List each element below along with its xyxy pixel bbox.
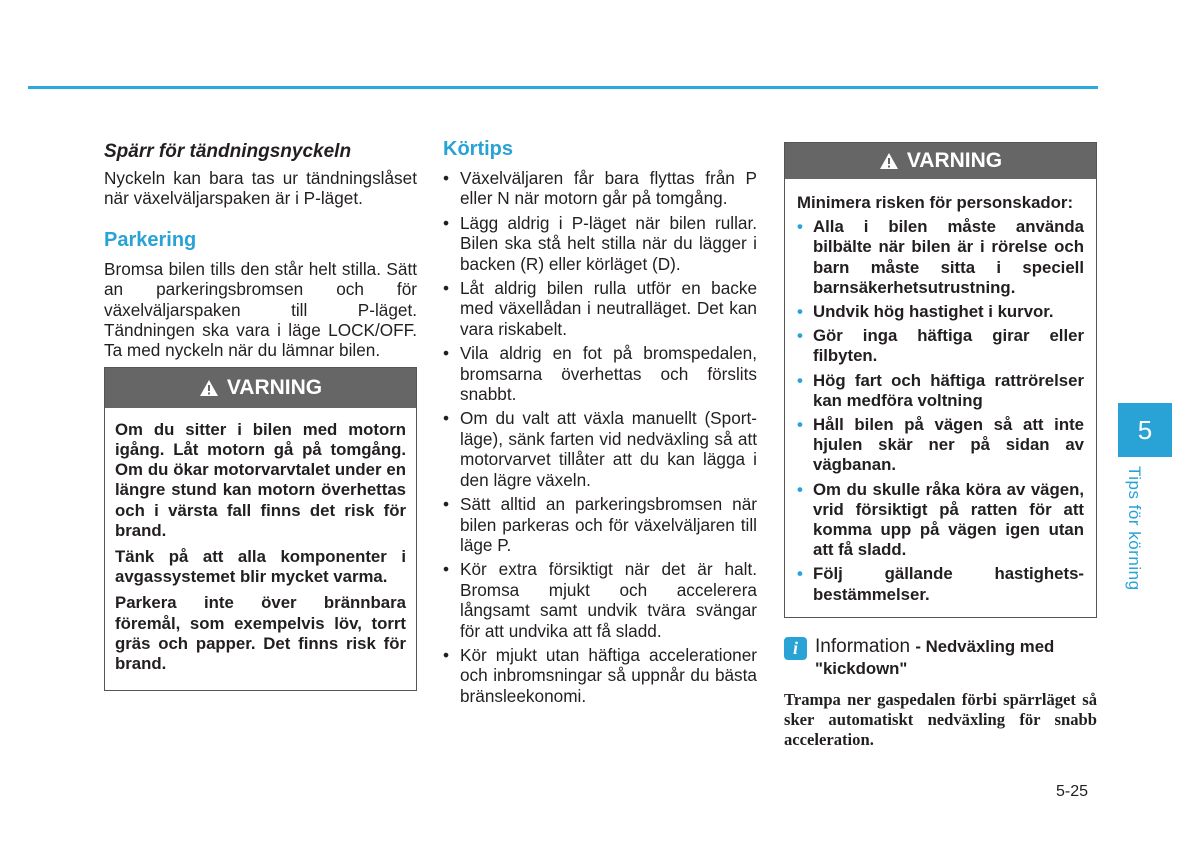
warning-paragraph: Tänk på att alla komponenter i avgassystemet blir mycket varma. [115, 547, 406, 587]
list-item: • Undvik hög hastighet i kurvor. [797, 302, 1054, 322]
list-item: • Hög fart och häftiga rattrörelser kan medföra voltning [797, 370, 1084, 410]
info-title: Information - Nedväxling med "kickdown" [815, 635, 1055, 678]
list-item: • Kör extra försiktigt när det är halt. Bromsa mjukt och accelerera långsamt samt undvik tvära svängar för att undvika att få sladd. [443, 559, 757, 641]
top-rule [28, 86, 1098, 89]
warning-header [785, 143, 1096, 179]
warning-triangle-icon [199, 379, 219, 397]
driving-tips-list [443, 168, 757, 706]
key-lock-text: Nyckeln kan bara tas ur tändningslåset när växelväljarspaken är i P-läget. [104, 168, 417, 209]
list-item: • Låt aldrig bilen rulla utför en backe med växellådan i neutralläget. Det kan vara riskabelt. [443, 278, 757, 339]
warning-triangle-icon [879, 152, 899, 170]
parking-text: Bromsa bilen tills den står helt stilla. Sätt an parkeringsbromsen och för växelväljarspaken till P-läget. Tändningen ska vara i läge LOCK/OFF. Ta med nyckeln när du lämnar bilen. [104, 258, 417, 361]
list-item: • Om du valt att växla manuellt (Sport-läge), sänk farten vid nedväxling så att motorvarvet tillåter att du kan lägga i den lägre växeln. [443, 408, 757, 490]
info-text: Trampa ner gaspedalen förbi spärrläget så sker automatiskt nedväxling för snabb acceleration. [784, 689, 1097, 749]
warning-paragraph: Parkera inte över brännbara föremål, som exempelvis löv, torrt gräs och papper. Det finns risk för brand. [115, 593, 406, 674]
list-item: • Gör inga häftiga girar eller filbyten. [797, 326, 1084, 366]
list-item: • Vila aldrig en fot på bromspedalen, bromsarna överhettas och förslits snabbt. [443, 343, 757, 405]
list-item: • Lägg aldrig i P-läget när bilen rullar. Bilen ska stå helt stilla när du lägger i backen (R) eller körläget (D). [443, 212, 757, 274]
warning-box-right [784, 142, 1097, 618]
list-item: • Om du skulle råka köra av vägen, vrid försiktigt på ratten för att komma upp på vägen igen utan att få sladd. [797, 479, 1084, 560]
warning-title: VARNING [906, 149, 1003, 172]
heading-driving-tips: Körtips [443, 138, 513, 160]
warning-header [105, 368, 416, 408]
column-left [104, 136, 417, 691]
list-item: • Kör mjukt utan häftiga accelerationer och inbromsningar så uppnår du bästa bränsleekonomi. [443, 644, 757, 706]
warning-intro: Minimera risken för personskador: [797, 193, 1074, 212]
list-item: • Växelväljaren får bara flyttas från P eller N när motorn går på tomgång. [443, 168, 757, 209]
warning-box-left [104, 367, 417, 691]
chapter-name: Tips för körning [1125, 466, 1144, 591]
subheading-key-lock: Spärr för tändningsnyckeln [104, 141, 352, 162]
list-item: • Följ gällande hastighets-bestämmelser. [797, 564, 1084, 604]
page-number: 5-25 [1056, 783, 1089, 800]
list-item: • Sätt alltid an parkeringsbromsen när bilen parkeras och för växelväljaren till läge P. [443, 494, 757, 555]
chapter-tab: 5 [1118, 403, 1172, 457]
warning-list [797, 217, 1084, 605]
list-item: • Håll bilen på vägen så att inte hjulen skär ner på sidan av vägbanan. [797, 415, 1084, 475]
warning-title: VARNING [226, 375, 323, 399]
heading-parking: Parkering [104, 228, 197, 251]
column-right [784, 142, 1097, 750]
info-icon: i [784, 637, 807, 660]
warning-paragraph: Om du sitter i bilen med motorn igång. Låt motorn gå på tomgång. Om du ökar motorvarvtalet under en längre stund kan motorn överhettas och i värsta fall finns det risk för brand. [115, 419, 406, 540]
column-middle [443, 136, 757, 710]
information-box [784, 636, 1097, 750]
list-item: • Alla i bilen måste använda bilbälte när bilen är i rörelse och barn måste sitta i speciell barnsäkerhetsutrustning. [797, 217, 1084, 297]
